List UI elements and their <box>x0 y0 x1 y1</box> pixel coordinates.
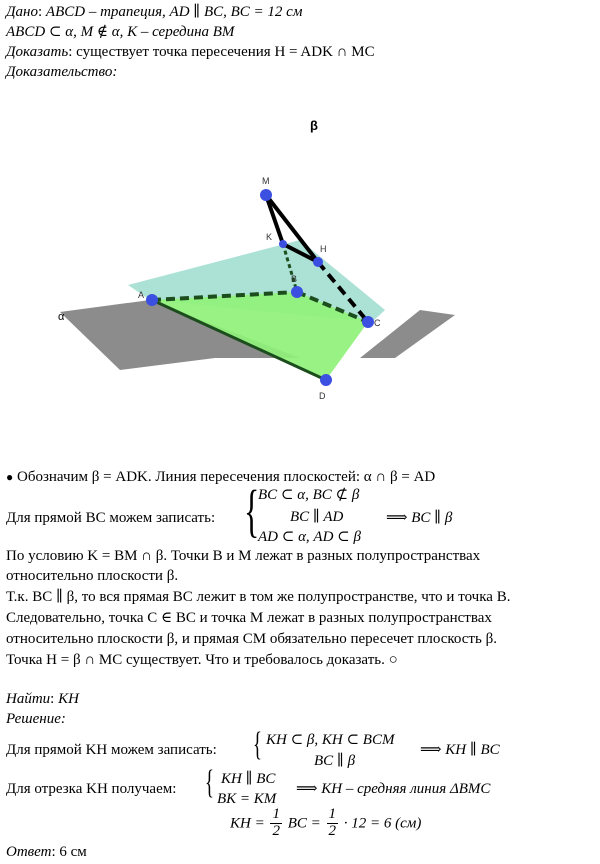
label-c: C <box>374 318 381 328</box>
point-m <box>260 189 272 201</box>
proof-line-4: Т.к. BC ∥ β, то вся прямая BC лежит в том же полупространстве, что и точка B. <box>6 589 511 605</box>
proof-line-1 <box>6 468 435 486</box>
frac1-num: 1 <box>272 806 280 822</box>
system1-label: Для прямой BC можем записать: <box>6 510 216 526</box>
prove-line: Доказать: существует точка пересечения H = ADK ∩ MC <box>6 44 375 60</box>
point-d <box>320 374 332 386</box>
frac2-den: 2 <box>328 822 337 839</box>
formula-fraction-1 <box>270 807 282 840</box>
label-d: D <box>319 391 326 401</box>
given-text-1: ABCD – трапеция, AD ∥ BC, BC = 12 см <box>45 4 303 20</box>
proof-line-7: Точка H = β ∩ MC существует. Что и требовалось доказать. ○ <box>6 652 398 668</box>
given-line-1: Дано: ABCD – трапеция, AD ∥ BC, BC = 12 см <box>6 4 303 20</box>
given-line-2: ABCD ⊂ α, M ∉ α, K – середина BM <box>6 24 235 40</box>
label-a: A <box>138 290 145 300</box>
find-line: Найти: KH <box>6 691 79 707</box>
label-h: H <box>320 244 327 254</box>
proof-line-5: Следовательно, точка C ∈ BC и точка M лежат в разных полупространствах <box>6 610 492 626</box>
point-k <box>279 240 287 248</box>
formula-rhs: · 12 = 6 (см) <box>343 815 422 832</box>
label-k: K <box>266 232 273 242</box>
given-label: Дано <box>6 4 38 20</box>
proof-line-1-text: Обозначим β = ADK. Линия пересечения плоскостей: α ∩ β = AD <box>17 469 436 485</box>
find-value: KH <box>58 691 79 707</box>
formula <box>230 807 421 840</box>
system3-row-2: BK = KM <box>217 791 277 807</box>
proof-line-3: относительно плоскости β. <box>6 568 179 584</box>
prove-label: Доказать <box>6 44 69 60</box>
proof-label: Доказательство: <box>6 64 118 80</box>
proof-line-2: По условию K = BM ∩ β. Точки B и M лежат в разных полупространствах <box>6 548 481 564</box>
answer-label: Ответ <box>6 844 52 860</box>
system2-label: Для прямой KH можем записать: <box>6 742 217 758</box>
system1-brace: { <box>244 478 260 543</box>
find-label: Найти <box>6 691 51 707</box>
point-h <box>313 257 323 267</box>
system3-result: ⟹ KH – средняя линия ΔBMC <box>296 781 491 797</box>
system1-result: ⟹ BC ∥ β <box>386 510 453 526</box>
system3-brace: { <box>205 764 214 801</box>
formula-mid: BC = <box>287 815 321 832</box>
system2-row-1: KH ⊂ β, KH ⊂ BCM <box>266 732 395 748</box>
system1-row-1: BC ⊂ α, BC ⊄ β <box>258 487 360 503</box>
answer-value: 6 см <box>59 844 87 860</box>
bullet: ● <box>6 470 14 484</box>
system3-label: Для отрезка KH получаем: <box>6 781 177 797</box>
label-b: B <box>291 274 298 284</box>
proof-line-6: относительно плоскости β, и прямая CM обязательно пересечет плоскость β. <box>6 631 497 647</box>
frac1-den: 2 <box>272 822 280 839</box>
formula-fraction-2 <box>327 807 339 840</box>
point-a <box>146 294 158 306</box>
geometry-figure <box>0 90 600 460</box>
system3-row-1: KH ∥ BC <box>221 771 276 787</box>
label-m: M <box>262 176 270 186</box>
system1-row-2: BC ∥ AD <box>290 509 344 525</box>
formula-lhs: KH = <box>230 815 265 832</box>
point-c <box>362 316 374 328</box>
answer-line: Ответ: 6 см <box>6 844 87 860</box>
point-b <box>291 286 303 298</box>
system2-result: ⟹ KH ∥ BC <box>420 742 500 758</box>
frac2-num: 1 <box>328 806 337 822</box>
solution-label: Решение: <box>6 711 66 727</box>
prove-text: существует точка пересечения H = ADK ∩ MC <box>76 44 375 60</box>
system2-brace: { <box>253 726 262 763</box>
system1-row-3: AD ⊂ α, AD ⊂ β <box>258 529 361 545</box>
label-beta: β <box>310 118 318 133</box>
label-alpha: α <box>58 311 65 323</box>
system2-row-2: BC ∥ β <box>314 753 356 769</box>
